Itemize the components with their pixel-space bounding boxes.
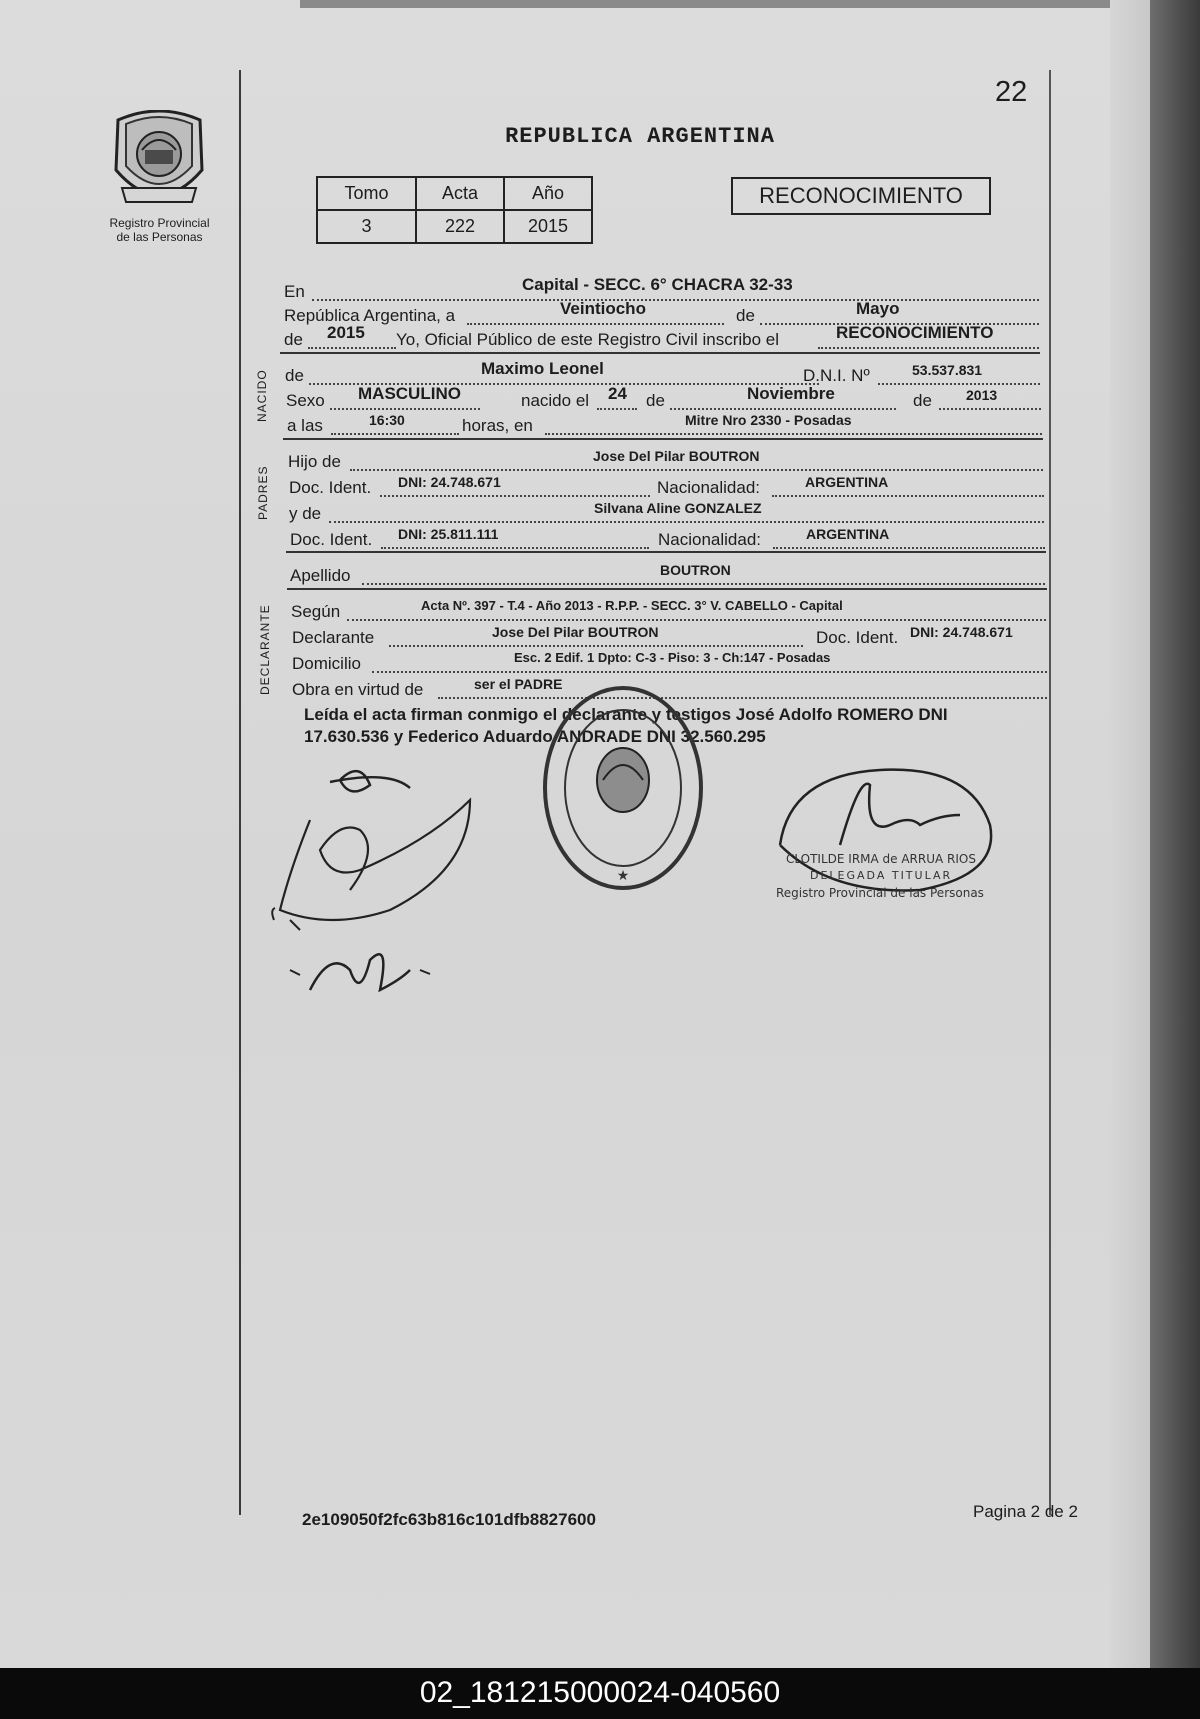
father-name-value: Jose Del Pilar BOUTRON [593,448,760,464]
child-dni-value: 53.537.831 [912,362,983,378]
place-value: Capital - SECC. 6° CHACRA 32-33 [522,275,793,294]
child-name-value: Maximo Leonel [481,359,604,378]
row-apellido [290,562,1045,588]
handwritten-signatures [270,760,500,1020]
birth-year-value: 2013 [966,387,998,403]
doc1-label: Doc. Ident. [289,478,372,497]
seal-org-text: Registro Provincial de las Personas [776,886,984,900]
father-nationality-value: ARGENTINA [805,474,889,490]
section-separator [286,551,1046,553]
seal-name-text: CLOTILDE IRMA de ARRUA RIOS [786,852,976,866]
year-value: 2015 [327,323,365,342]
side-label-padres: PADRES [256,465,270,520]
sexo-label: Sexo [286,391,325,410]
oficial-text: Yo, Oficial Público de este Registro Civil inscribo el [396,330,779,349]
day-value: Veintiocho [560,299,646,318]
row-en [284,275,1039,304]
segun-value: Acta Nº. 397 - T.4 - Año 2013 - R.P.P. - SECC. 3° V. CABELLO - Capital [421,598,843,613]
provincial-emblem-logo [112,110,206,212]
section-separator [287,588,1047,590]
inscribe-value: RECONOCIMIENTO [836,323,994,342]
alas-label: a las [287,416,323,435]
de5-label: de [913,391,932,410]
section-separator [280,352,1040,354]
page-edge-top [300,0,1150,8]
anio-value: 2015 [504,210,592,243]
de2-label: de [284,330,303,349]
de-label: de [736,306,755,325]
register-table [316,176,593,244]
month-value: Mayo [856,299,900,318]
logo-caption-line2: de las Personas [116,230,203,244]
domicilio-value: Esc. 2 Edif. 1 Dpto: C-3 - Piso: 3 - Ch:147 - Posadas [514,650,831,665]
birth-day-value: 24 [608,384,627,403]
apellido-label: Apellido [290,566,351,585]
tomo-header: Tomo [317,177,416,210]
section-separator [283,438,1043,440]
row-hora [287,412,1042,438]
horas-label: horas, en [462,416,533,435]
row-sexo [286,384,1041,413]
time-value: 16:30 [369,412,405,428]
background-edge [1150,0,1200,1668]
mother-name-value: Silvana Aline GONZALEZ [594,500,762,516]
de4-label: de [646,391,665,410]
nacido-label: nacido el [521,391,590,410]
obra-value: ser el PADRE [474,676,563,692]
declarante-label: Declarante [292,628,375,647]
doc2-label: Doc. Ident. [290,530,373,549]
registry-oval-stamp [538,680,708,895]
row-mother-doc [290,526,1045,552]
de3-label: de [285,366,304,385]
row-year [284,323,1039,352]
nac2-label: Nacionalidad: [658,530,762,549]
register-header-row [317,177,592,210]
nac1-label: Nacionalidad: [657,478,761,497]
segun-label: Según [291,602,341,621]
yde-label: y de [289,504,322,523]
apellido-value: BOUTRON [660,562,731,578]
official-signature-seal [770,755,1010,905]
row-father-doc [289,474,1044,500]
sexo-value: MASCULINO [358,384,461,403]
tomo-value: 3 [317,210,416,243]
side-label-nacido: NACIDO [255,369,269,422]
closing-statement: Leída el acta firman conmigo el declarante y testigos José Adolfo ROMERO DNI 17.630.536 y Federico Aduardo ANDRADE DNI 32.560.295 [304,705,948,746]
anio-header: Año [504,177,592,210]
mother-nationality-value: ARGENTINA [806,526,890,542]
domicilio-label: Domicilio [292,654,361,673]
declarante-dni-value: DNI: 24.748.671 [910,624,1013,640]
obra-label: Obra en virtud de [292,680,424,699]
father-dni-value: DNI: 24.748.671 [398,474,501,490]
mother-dni-value: DNI: 25.811.111 [398,526,499,542]
act-type-box: RECONOCIMIENTO [731,177,991,215]
row-segun [291,598,1046,624]
left-margin-rule [239,70,241,1515]
page-number: 22 [995,76,1028,108]
logo-caption [92,216,227,244]
hijo-label: Hijo de [288,452,341,471]
document-header-title: REPUBLICA ARGENTINA [505,124,775,149]
acta-header: Acta [416,177,504,210]
register-value-row [317,210,592,243]
dni-label: D.N.I. Nº [803,366,870,385]
birth-place-value: Mitre Nro 2330 - Posadas [685,412,852,428]
declarante-name-value: Jose Del Pilar BOUTRON [492,624,659,640]
svg-text:★: ★ [616,868,630,884]
republica-label: República Argentina, a [284,306,456,325]
right-margin-rule [1049,70,1051,1515]
side-label-declarante: DECLARANTE [258,604,272,695]
row-domicilio [292,650,1047,676]
row-father [288,448,1043,474]
document-hash: 2e109050f2fc63b816c101dfb8827600 [302,1510,596,1529]
en-label: En [284,282,305,301]
row-mother [289,500,1044,526]
seal-title-text: DELEGADA TITULAR [810,869,953,882]
birth-month-value: Noviembre [747,384,835,403]
logo-caption-line1: Registro Provincial [109,216,210,230]
doc3-label: Doc. Ident. [816,628,899,647]
page-edge-shadow [1110,0,1150,1668]
scan-file-id: 02_181215000024-040560 [419,1676,781,1709]
acta-value: 222 [416,210,504,243]
row-declarante [292,624,1047,650]
pagination-text: Pagina 2 de 2 [973,1502,1078,1521]
